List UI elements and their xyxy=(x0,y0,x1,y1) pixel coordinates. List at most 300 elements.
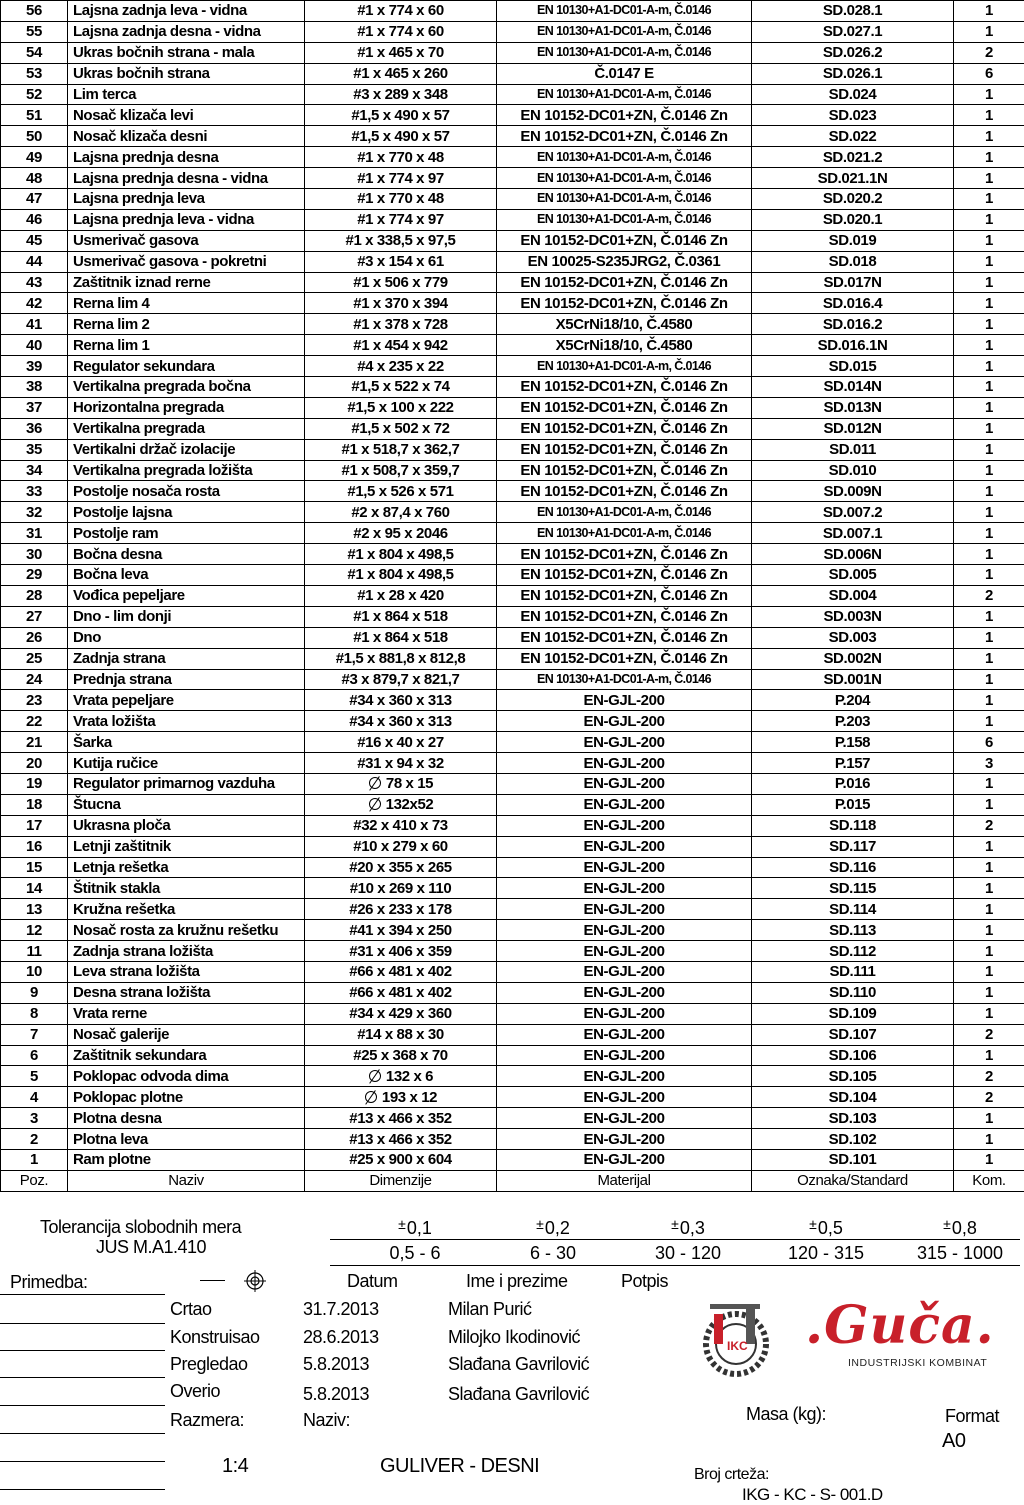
cell-materijal: EN 10130+A1-DC01-A-m, Č.0146 xyxy=(497,168,752,189)
cell-kom: 2 xyxy=(954,815,1024,836)
cell-naziv: Nosač klizača desni xyxy=(68,126,305,147)
table-row xyxy=(1,397,1024,418)
cell-kom: 1 xyxy=(954,126,1024,147)
cell-dimenzije: #1 x 508,7 x 359,7 xyxy=(305,460,497,481)
signature-date: 31.7.2013 xyxy=(303,1299,379,1320)
table-row xyxy=(1,356,1024,377)
table-row xyxy=(1,523,1024,544)
cell-pozicija: 11 xyxy=(1,941,68,962)
cell-pozicija: 29 xyxy=(1,565,68,586)
cell-oznaka: SD.007.2 xyxy=(752,502,954,523)
cell-materijal: EN-GJL-200 xyxy=(497,1045,752,1066)
column-header-dimenzije: Dimenzije xyxy=(305,1170,497,1191)
cell-kom: 3 xyxy=(954,753,1024,774)
table-row xyxy=(1,606,1024,627)
logo-wordmark: .Guča. xyxy=(805,1295,995,1356)
cell-dimenzije: #25 x 900 x 604 xyxy=(305,1149,497,1170)
cell-materijal: EN-GJL-200 xyxy=(497,753,752,774)
cell-oznaka: SD.104 xyxy=(752,1087,954,1108)
cell-kom: 1 xyxy=(954,836,1024,857)
table-row xyxy=(1,961,1024,982)
tolerance-number: 0,1 xyxy=(407,1218,432,1238)
cell-kom: 1 xyxy=(954,648,1024,669)
cell-materijal: X5CrNi18/10, Č.4580 xyxy=(497,335,752,356)
naziv-label: Naziv: xyxy=(303,1410,350,1431)
table-row xyxy=(1,941,1024,962)
table-row xyxy=(1,502,1024,523)
cell-naziv: Lajsna prednja desna xyxy=(68,147,305,168)
cell-naziv: Ukras bočnih strana xyxy=(68,63,305,84)
cell-materijal: EN 10152-DC01+ZN, Č.0146 Zn xyxy=(497,565,752,586)
table-row xyxy=(1,1045,1024,1066)
cell-materijal: EN-GJL-200 xyxy=(497,1129,752,1150)
cell-dimenzije xyxy=(305,773,497,794)
cell-materijal: EN 10152-DC01+ZN, Č.0146 Zn xyxy=(497,377,752,398)
cell-pozicija: 48 xyxy=(1,168,68,189)
cell-oznaka: SD.118 xyxy=(752,815,954,836)
cell-oznaka: SD.020.2 xyxy=(752,189,954,210)
rule xyxy=(0,1294,165,1295)
cell-dimenzije: #25 x 368 x 70 xyxy=(305,1045,497,1066)
tolerance-value xyxy=(493,1216,613,1239)
cell-materijal: EN 10130+A1-DC01-A-m, Č.0146 xyxy=(497,21,752,42)
cell-oznaka: SD.113 xyxy=(752,920,954,941)
cell-pozicija: 23 xyxy=(1,690,68,711)
cell-pozicija: 15 xyxy=(1,857,68,878)
table-row xyxy=(1,439,1024,460)
cell-naziv: Lajsna prednja desna - vidna xyxy=(68,168,305,189)
cell-oznaka: P.016 xyxy=(752,773,954,794)
cell-oznaka: SD.005 xyxy=(752,565,954,586)
cell-pozicija: 3 xyxy=(1,1108,68,1129)
cell-materijal: EN 10130+A1-DC01-A-m, Č.0146 xyxy=(497,189,752,210)
cell-oznaka: SD.102 xyxy=(752,1129,954,1150)
dimension-value: 132 x 6 xyxy=(386,1068,433,1085)
table-row xyxy=(1,209,1024,230)
col-potpis: Potpis xyxy=(621,1271,668,1292)
cell-pozicija: 6 xyxy=(1,1045,68,1066)
cell-naziv: Štitnik stakla xyxy=(68,878,305,899)
cell-oznaka: SD.001N xyxy=(752,669,954,690)
signature-role: Konstruisao xyxy=(170,1327,260,1348)
rule xyxy=(0,1489,165,1490)
cell-pozicija: 31 xyxy=(1,523,68,544)
cell-naziv: Rerna lim 1 xyxy=(68,335,305,356)
cell-dimenzije: #1 x 774 x 60 xyxy=(305,21,497,42)
cell-pozicija: 42 xyxy=(1,293,68,314)
cell-dimenzije: #1 x 506 x 779 xyxy=(305,272,497,293)
cell-materijal: EN-GJL-200 xyxy=(497,1108,752,1129)
cell-pozicija: 34 xyxy=(1,460,68,481)
cell-kom: 1 xyxy=(954,105,1024,126)
plus-minus-icon: ± xyxy=(671,1216,679,1232)
cell-pozicija: 50 xyxy=(1,126,68,147)
cell-naziv: Ukras bočnih strana - mala xyxy=(68,42,305,63)
table-row xyxy=(1,418,1024,439)
cell-naziv: Lajsna prednja leva - vidna xyxy=(68,209,305,230)
cell-naziv: Horizontalna pregrada xyxy=(68,397,305,418)
cell-dimenzije: #20 x 355 x 265 xyxy=(305,857,497,878)
cell-dimenzije xyxy=(305,1087,497,1108)
cell-materijal: EN 10130+A1-DC01-A-m, Č.0146 xyxy=(497,84,752,105)
tolerance-number: 0,5 xyxy=(818,1218,843,1238)
cell-kom: 2 xyxy=(954,585,1024,606)
projection-symbol-icon xyxy=(244,1270,266,1292)
cell-kom: 1 xyxy=(954,147,1024,168)
cell-naziv: Leva strana ložišta xyxy=(68,961,305,982)
cell-dimenzije: #1,5 x 522 x 74 xyxy=(305,377,497,398)
cell-materijal: EN-GJL-200 xyxy=(497,815,752,836)
cell-dimenzije: #14 x 88 x 30 xyxy=(305,1024,497,1045)
cell-materijal: EN 10152-DC01+ZN, Č.0146 Zn xyxy=(497,397,752,418)
cell-naziv: Plotna desna xyxy=(68,1108,305,1129)
cell-naziv: Regulator primarnog vazduha xyxy=(68,773,305,794)
rule xyxy=(0,1461,165,1462)
cell-materijal: EN 10152-DC01+ZN, Č.0146 Zn xyxy=(497,460,752,481)
cell-oznaka: SD.022 xyxy=(752,126,954,147)
cell-kom: 1 xyxy=(954,711,1024,732)
table-row xyxy=(1,1066,1024,1087)
cell-kom: 1 xyxy=(954,439,1024,460)
cell-dimenzije: #13 x 466 x 352 xyxy=(305,1129,497,1150)
cell-oznaka: SD.007.1 xyxy=(752,523,954,544)
plus-minus-icon: ± xyxy=(536,1216,544,1232)
cell-materijal: EN 10152-DC01+ZN, Č.0146 Zn xyxy=(497,606,752,627)
table-row xyxy=(1,168,1024,189)
cell-naziv: Kružna rešetka xyxy=(68,899,305,920)
signature-date: 5.8.2013 xyxy=(303,1384,369,1405)
cell-pozicija: 10 xyxy=(1,961,68,982)
cell-dimenzije: #1 x 28 x 420 xyxy=(305,585,497,606)
cell-oznaka: SD.004 xyxy=(752,585,954,606)
plus-minus-icon: ± xyxy=(943,1216,951,1232)
table-row xyxy=(1,21,1024,42)
cell-materijal: EN-GJL-200 xyxy=(497,941,752,962)
table-row xyxy=(1,1003,1024,1024)
cell-oznaka: SD.112 xyxy=(752,941,954,962)
cell-kom: 2 xyxy=(954,42,1024,63)
table-row xyxy=(1,189,1024,210)
cell-naziv: Lajsna zadnja leva - vidna xyxy=(68,1,305,22)
cell-materijal: EN 10152-DC01+ZN, Č.0146 Zn xyxy=(497,126,752,147)
cell-kom: 1 xyxy=(954,1003,1024,1024)
cell-kom: 1 xyxy=(954,941,1024,962)
cell-kom: 1 xyxy=(954,230,1024,251)
cell-kom: 1 xyxy=(954,314,1024,335)
factory-emblem-icon xyxy=(700,1290,786,1382)
table-row xyxy=(1,899,1024,920)
cell-materijal: EN 10152-DC01+ZN, Č.0146 Zn xyxy=(497,272,752,293)
plus-minus-icon: ± xyxy=(398,1216,406,1232)
column-header-naziv: Naziv xyxy=(68,1170,305,1191)
cell-kom: 1 xyxy=(954,481,1024,502)
cell-pozicija: 21 xyxy=(1,732,68,753)
cell-naziv: Ram plotne xyxy=(68,1149,305,1170)
cell-dimenzije: #1 x 770 x 48 xyxy=(305,189,497,210)
cell-kom: 1 xyxy=(954,272,1024,293)
cell-naziv: Štucna xyxy=(68,794,305,815)
cell-pozicija: 1 xyxy=(1,1149,68,1170)
cell-dimenzije: #1,5 x 490 x 57 xyxy=(305,126,497,147)
table-row xyxy=(1,669,1024,690)
cell-pozicija: 38 xyxy=(1,377,68,398)
cell-oznaka: SD.016.4 xyxy=(752,293,954,314)
table-row xyxy=(1,481,1024,502)
cell-naziv: Regulator sekundara xyxy=(68,356,305,377)
table-row xyxy=(1,544,1024,565)
cell-materijal: EN 10152-DC01+ZN, Č.0146 Zn xyxy=(497,648,752,669)
tolerance-bottom-line xyxy=(330,1265,1020,1266)
cell-dimenzije: #1 x 518,7 x 362,7 xyxy=(305,439,497,460)
cell-kom: 6 xyxy=(954,732,1024,753)
cell-naziv: Postolje ram xyxy=(68,523,305,544)
cell-dimenzije: #34 x 429 x 360 xyxy=(305,1003,497,1024)
cell-materijal: EN 10130+A1-DC01-A-m, Č.0146 xyxy=(497,502,752,523)
cell-naziv: Postolje nosača rosta xyxy=(68,481,305,502)
cell-naziv: Lajsna zadnja desna - vidna xyxy=(68,21,305,42)
table-row xyxy=(1,794,1024,815)
col-ime: Ime i prezime xyxy=(466,1271,568,1292)
parts-list-body xyxy=(1,1,1024,1192)
cell-naziv: Zadnja strana xyxy=(68,648,305,669)
cell-naziv: Vertikalna pregrada xyxy=(68,418,305,439)
cell-materijal: Č.0147 E xyxy=(497,63,752,84)
cell-oznaka: SD.026.2 xyxy=(752,42,954,63)
table-row xyxy=(1,1129,1024,1150)
cell-naziv: Postolje lajsna xyxy=(68,502,305,523)
cell-dimenzije: #1,5 x 490 x 57 xyxy=(305,105,497,126)
cell-naziv: Vrata ložišta xyxy=(68,711,305,732)
cell-pozicija: 40 xyxy=(1,335,68,356)
cell-pozicija: 55 xyxy=(1,21,68,42)
cell-oznaka: P.157 xyxy=(752,753,954,774)
cell-pozicija: 4 xyxy=(1,1087,68,1108)
cell-pozicija: 12 xyxy=(1,920,68,941)
company-logo xyxy=(700,1290,1020,1390)
cell-pozicija: 51 xyxy=(1,105,68,126)
cell-pozicija: 32 xyxy=(1,502,68,523)
cell-dimenzije: #1 x 370 x 394 xyxy=(305,293,497,314)
cell-dimenzije: #1 x 378 x 728 xyxy=(305,314,497,335)
cell-materijal: EN-GJL-200 xyxy=(497,690,752,711)
table-row xyxy=(1,878,1024,899)
cell-materijal: EN 10130+A1-DC01-A-m, Č.0146 xyxy=(497,523,752,544)
cell-naziv: Šarka xyxy=(68,732,305,753)
signature-name: Milojko Ikodinović xyxy=(448,1327,580,1348)
cell-oznaka: SD.015 xyxy=(752,356,954,377)
cell-pozicija: 19 xyxy=(1,773,68,794)
cell-materijal: EN-GJL-200 xyxy=(497,961,752,982)
cell-kom: 1 xyxy=(954,168,1024,189)
cell-oznaka: P.203 xyxy=(752,711,954,732)
cell-dimenzije: #34 x 360 x 313 xyxy=(305,711,497,732)
cell-pozicija: 30 xyxy=(1,544,68,565)
cell-oznaka: SD.017N xyxy=(752,272,954,293)
table-row xyxy=(1,293,1024,314)
cell-materijal: EN-GJL-200 xyxy=(497,773,752,794)
cell-materijal: EN 10152-DC01+ZN, Č.0146 Zn xyxy=(497,418,752,439)
cell-pozicija: 49 xyxy=(1,147,68,168)
signature-date: 28.6.2013 xyxy=(303,1327,379,1348)
cell-materijal: EN 10130+A1-DC01-A-m, Č.0146 xyxy=(497,147,752,168)
cell-materijal: EN-GJL-200 xyxy=(497,836,752,857)
cell-kom: 1 xyxy=(954,857,1024,878)
cell-oznaka: SD.107 xyxy=(752,1024,954,1045)
table-row xyxy=(1,1,1024,22)
cell-naziv: Nosač rosta za kružnu rešetku xyxy=(68,920,305,941)
cell-kom: 1 xyxy=(954,1129,1024,1150)
cell-naziv: Vertikalni držač izolacije xyxy=(68,439,305,460)
table-row xyxy=(1,836,1024,857)
cell-oznaka: SD.018 xyxy=(752,251,954,272)
cell-kom: 1 xyxy=(954,502,1024,523)
cell-oznaka: SD.023 xyxy=(752,105,954,126)
table-row xyxy=(1,711,1024,732)
plus-minus-icon: ± xyxy=(809,1216,817,1232)
cell-dimenzije: #3 x 154 x 61 xyxy=(305,251,497,272)
cell-materijal: EN 10130+A1-DC01-A-m, Č.0146 xyxy=(497,42,752,63)
cell-naziv: Usmerivač gasova - pokretni xyxy=(68,251,305,272)
cell-dimenzije: #66 x 481 x 402 xyxy=(305,961,497,982)
cell-pozicija: 27 xyxy=(1,606,68,627)
cell-kom: 1 xyxy=(954,690,1024,711)
cell-materijal: EN 10130+A1-DC01-A-m, Č.0146 xyxy=(497,1,752,22)
table-row xyxy=(1,920,1024,941)
cell-materijal: EN 10130+A1-DC01-A-m, Č.0146 xyxy=(497,209,752,230)
cell-materijal: EN 10130+A1-DC01-A-m, Č.0146 xyxy=(497,356,752,377)
table-row xyxy=(1,460,1024,481)
cell-pozicija: 18 xyxy=(1,794,68,815)
cell-pozicija: 20 xyxy=(1,753,68,774)
cell-kom: 1 xyxy=(954,878,1024,899)
cell-dimenzije: #1 x 465 x 70 xyxy=(305,42,497,63)
cell-naziv: Zaštitnik iznad rerne xyxy=(68,272,305,293)
cell-kom: 2 xyxy=(954,1087,1024,1108)
cell-materijal: EN-GJL-200 xyxy=(497,982,752,1003)
rule xyxy=(0,1350,165,1351)
cell-materijal: EN-GJL-200 xyxy=(497,794,752,815)
cell-dimenzije: #1 x 804 x 498,5 xyxy=(305,544,497,565)
column-header-materijal: Materijal xyxy=(497,1170,752,1191)
table-row xyxy=(1,84,1024,105)
cell-oznaka: SD.014N xyxy=(752,377,954,398)
cell-oznaka: SD.024 xyxy=(752,84,954,105)
table-row xyxy=(1,1024,1024,1045)
cell-kom: 1 xyxy=(954,773,1024,794)
cell-dimenzije: #1 x 804 x 498,5 xyxy=(305,565,497,586)
table-row xyxy=(1,585,1024,606)
cell-naziv: Lim terca xyxy=(68,84,305,105)
rule xyxy=(0,1405,165,1406)
cell-dimenzije: #1 x 774 x 97 xyxy=(305,168,497,189)
table-row xyxy=(1,377,1024,398)
table-row xyxy=(1,773,1024,794)
cell-dimenzije: #1 x 465 x 260 xyxy=(305,63,497,84)
cell-dimenzije: #1 x 774 x 60 xyxy=(305,1,497,22)
cell-oznaka: SD.019 xyxy=(752,230,954,251)
cell-naziv: Letnji zaštitnik xyxy=(68,836,305,857)
cell-pozicija: 14 xyxy=(1,878,68,899)
cell-dimenzije: #1 x 338,5 x 97,5 xyxy=(305,230,497,251)
cell-kom: 1 xyxy=(954,669,1024,690)
cell-kom: 1 xyxy=(954,1,1024,22)
table-row xyxy=(1,126,1024,147)
table-row xyxy=(1,147,1024,168)
cell-kom: 1 xyxy=(954,397,1024,418)
cell-pozicija: 8 xyxy=(1,1003,68,1024)
table-row xyxy=(1,314,1024,335)
cell-pozicija: 47 xyxy=(1,189,68,210)
cell-pozicija: 35 xyxy=(1,439,68,460)
table-row xyxy=(1,42,1024,63)
primedba-label: Primedba: xyxy=(10,1272,88,1293)
cell-materijal: EN 10152-DC01+ZN, Č.0146 Zn xyxy=(497,544,752,565)
cell-dimenzije: #10 x 269 x 110 xyxy=(305,878,497,899)
cell-naziv: Dno - lim donji xyxy=(68,606,305,627)
tolerance-value xyxy=(628,1216,748,1239)
cell-oznaka: SD.003N xyxy=(752,606,954,627)
table-row xyxy=(1,335,1024,356)
cell-naziv: Poklopac plotne xyxy=(68,1087,305,1108)
cell-dimenzije: #1,5 x 881,8 x 812,8 xyxy=(305,648,497,669)
col-datum: Datum xyxy=(347,1271,398,1292)
cell-naziv: Nosač galerije xyxy=(68,1024,305,1045)
cell-kom: 1 xyxy=(954,606,1024,627)
cell-oznaka: P.158 xyxy=(752,732,954,753)
cell-materijal: EN 10130+A1-DC01-A-m, Č.0146 xyxy=(497,669,752,690)
tolerance-value xyxy=(766,1216,886,1239)
cell-oznaka: SD.106 xyxy=(752,1045,954,1066)
cell-dimenzije: #32 x 410 x 73 xyxy=(305,815,497,836)
cell-naziv: Desna strana ložišta xyxy=(68,982,305,1003)
cell-naziv: Vertikalna pregrada ložišta xyxy=(68,460,305,481)
cell-oznaka: SD.020.1 xyxy=(752,209,954,230)
cell-naziv: Poklopac odvoda dima xyxy=(68,1066,305,1087)
cell-oznaka: SD.027.1 xyxy=(752,21,954,42)
cell-materijal: EN-GJL-200 xyxy=(497,857,752,878)
rule xyxy=(0,1433,165,1434)
table-header-row xyxy=(1,1170,1024,1191)
razmera-label: Razmera: xyxy=(170,1410,244,1431)
cell-naziv: Vrata rerne xyxy=(68,1003,305,1024)
cell-oznaka: SD.011 xyxy=(752,439,954,460)
dimension-value: 132x52 xyxy=(386,796,434,813)
cell-materijal: EN-GJL-200 xyxy=(497,878,752,899)
cell-dimenzije: #26 x 233 x 178 xyxy=(305,899,497,920)
cell-materijal: EN-GJL-200 xyxy=(497,1087,752,1108)
signature-name: Slađana Gavrilović xyxy=(448,1384,589,1405)
cell-materijal: EN-GJL-200 xyxy=(497,1149,752,1170)
cell-dimenzije: #16 x 40 x 27 xyxy=(305,732,497,753)
razmera-value: 1:4 xyxy=(222,1455,248,1478)
cell-oznaka: SD.013N xyxy=(752,397,954,418)
cell-naziv: Letnja rešetka xyxy=(68,857,305,878)
logo-subtitle: INDUSTRIJSKI KOMBINAT xyxy=(848,1357,987,1369)
cell-oznaka: SD.110 xyxy=(752,982,954,1003)
cell-naziv: Vertikalna pregrada bočna xyxy=(68,377,305,398)
cell-naziv: Bočna leva xyxy=(68,565,305,586)
cell-naziv: Kutija ručice xyxy=(68,753,305,774)
cell-pozicija: 17 xyxy=(1,815,68,836)
cell-pozicija: 22 xyxy=(1,711,68,732)
cell-naziv: Nosač klizača levi xyxy=(68,105,305,126)
cell-oznaka: SD.010 xyxy=(752,460,954,481)
cell-oznaka: SD.101 xyxy=(752,1149,954,1170)
cell-oznaka: SD.117 xyxy=(752,836,954,857)
cell-dimenzije: #41 x 394 x 250 xyxy=(305,920,497,941)
table-row xyxy=(1,857,1024,878)
cell-kom: 1 xyxy=(954,377,1024,398)
